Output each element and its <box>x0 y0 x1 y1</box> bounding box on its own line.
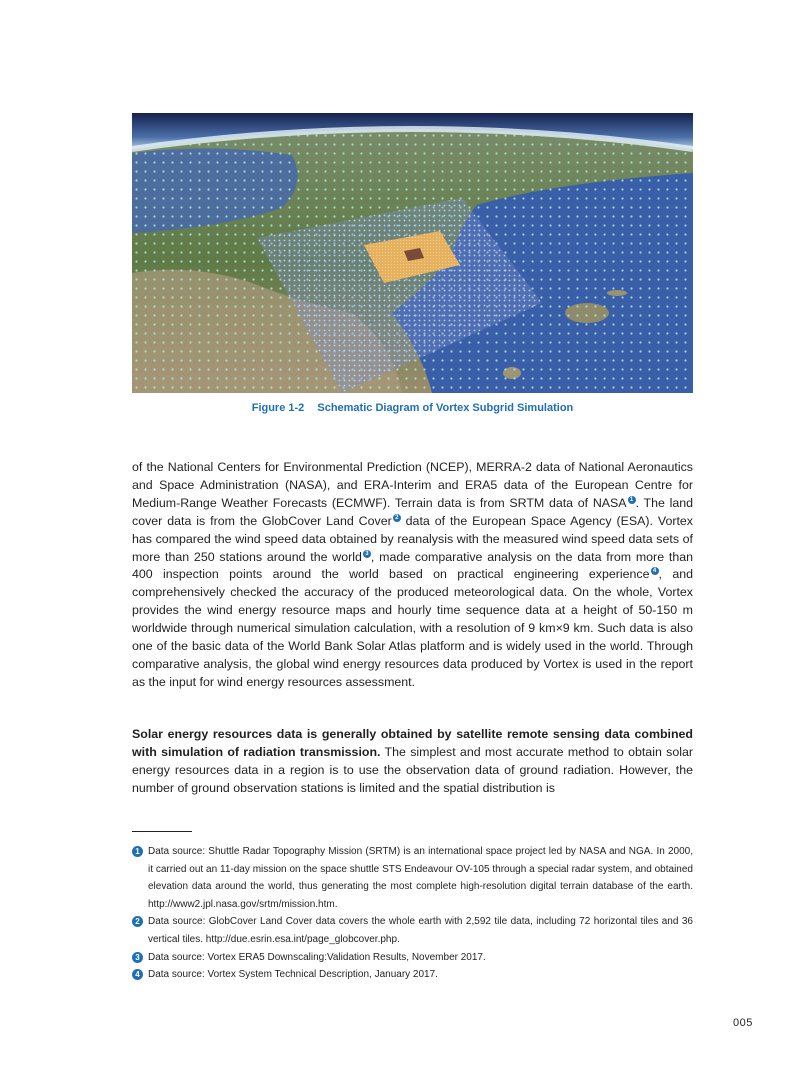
text-segment: The simplest and most accurate method to obtain solar energy resources data in a region is to use the observation data of ground radiation. However, the number of ground observation stations is limited and the spatial distribution is <box>132 744 693 795</box>
footnote-ref-2-icon[interactable]: 2 <box>393 514 401 522</box>
footnote-marker-2-icon: 2 <box>132 916 143 927</box>
body-paragraph-solar-data <box>132 726 693 798</box>
satellite-earth-image <box>132 113 693 393</box>
text-segment: data of the European Space Agency (ESA). Vortex has compared the wind speed data obtained by reanalysis with the measured wind speed data sets of more than 250 stations around the world <box>132 513 693 564</box>
footnote-text: Data source: Shuttle Radar Topography Mission (SRTM) is an international space project led by NASA and NGA. In 2000, it carried out an 11-day mission on the space shuttle STS Endeavour OV-105 through a special radar system, and obtained elevation data around the world, thus generating the most complete high-resolution digital terrain database of the earth. http://www2.jpl.nasa.gov/srtm/mission.htm. <box>148 846 693 910</box>
figure-number: Figure 1-2 <box>251 402 305 414</box>
footnote-2 <box>132 913 693 948</box>
footnote-marker-3-icon: 3 <box>132 952 143 963</box>
text-segment: , made comparative analysis on the data from more than 400 inspection points around the world based on practical engineering experience <box>132 549 693 582</box>
footnote-ref-4-icon[interactable]: 4 <box>651 567 659 575</box>
figure-vortex-subgrid <box>132 113 693 393</box>
lead-sentence-bold: Solar energy resources data is generally obtained by satellite remote sensing data combined with simulation of radiation transmission. <box>132 727 693 759</box>
footnote-ref-1-icon[interactable]: 1 <box>628 496 636 504</box>
footnote-marker-4-icon: 4 <box>132 969 143 980</box>
text-segment: , and comprehensively checked the accuracy of the produced meteorological data. On the whole, Vortex provides the wind energy resource maps and hourly time sequence data at a height of 50-150 m worldwide through numerical simulation calculation, with a resolution of 9 km×9 km. Such data is also one of the basic data of the World Bank Solar Atlas platform and is widely used in the world. Through comparative analysis, the global wind energy resources data produced by Vortex is used in the report as the input for wind energy resources assessment. <box>132 567 693 689</box>
page-number: 005 <box>733 1017 753 1029</box>
figure-title: Schematic Diagram of Vortex Subgrid Simulation <box>317 402 574 414</box>
footnote-text: Data source: GlobCover Land Cover data covers the whole earth with 2,592 tile data, including 72 horizontal tiles and 36 vertical tiles. http://due.esrin.esa.int/page_globcover.php. <box>148 916 693 945</box>
footnote-text: Data source: Vortex System Technical Description, January 2017. <box>148 969 438 981</box>
text-segment: of the National Centers for Environmental Prediction (NCEP), MERRA-2 data of National Aeronautics and Space Administration (NASA), and ERA-Interim and ERA5 data of the European Centre for Medium-Range Weather Forecasts (ECMWF). Terrain data is from SRTM data of NASA <box>132 460 693 510</box>
footnote-1 <box>132 843 693 913</box>
footnote-marker-1-icon: 1 <box>132 846 143 857</box>
footnote-3 <box>132 949 693 967</box>
footnote-text: Data source: Vortex ERA5 Downscaling:Validation Results, November 2017. <box>148 951 486 963</box>
footnote-ref-3-icon[interactable]: 3 <box>363 550 371 558</box>
body-paragraph-wind-data <box>132 459 693 692</box>
text-segment: . The land cover data is from the GlobCover Land Cover <box>132 495 693 528</box>
footnotes <box>132 843 693 984</box>
footnote-4 <box>132 966 693 984</box>
figure-caption <box>132 402 693 414</box>
footnote-divider <box>132 831 192 832</box>
